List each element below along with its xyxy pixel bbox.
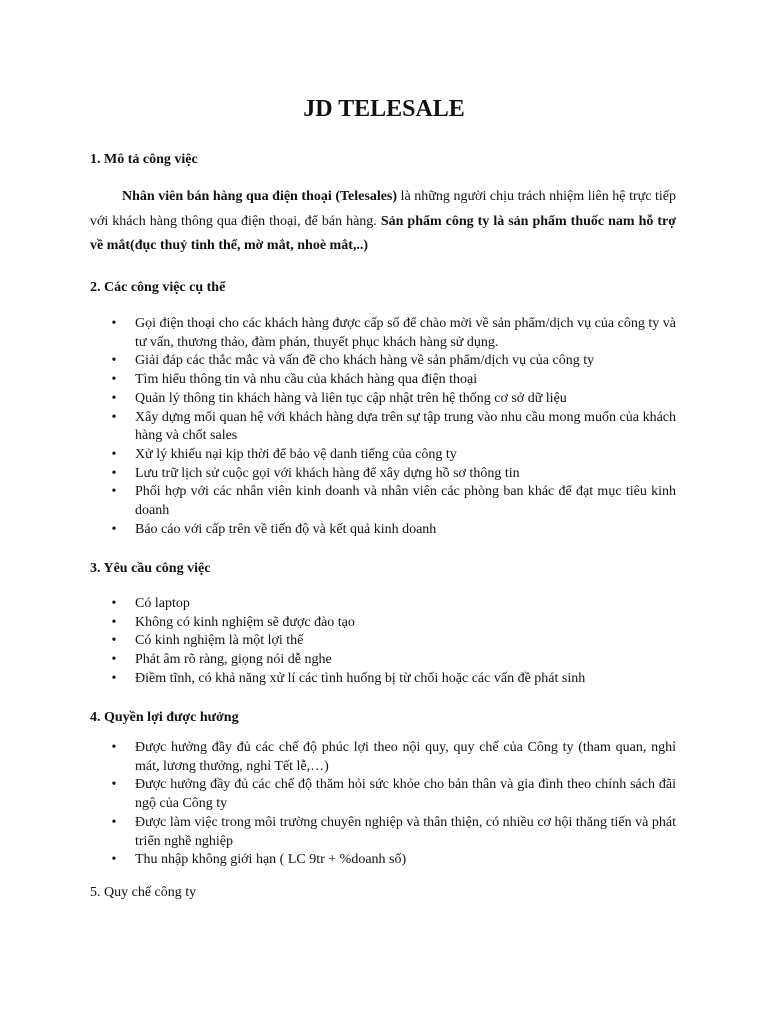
section-heading-description: 1. Mô tả công việc <box>90 152 198 167</box>
bullet-icon: • <box>111 777 117 793</box>
list-item: • Báo cáo với cấp trên về tiến độ và kết quả kinh doanh <box>90 521 676 540</box>
list-item: • Gọi điện thoại cho các khách hàng được cấp số để chào mời về sản phẩm/dịch vụ của công ty và tư vấn, thương thảo, đàm phán, thuyết phục khách hàng sử dụng. <box>90 315 676 352</box>
bullet-icon: • <box>111 465 117 481</box>
bullet-icon: • <box>111 670 117 686</box>
job-description-paragraph <box>90 185 676 259</box>
bullet-icon: • <box>111 740 117 755</box>
list-item: • Thu nhập không giới hạn ( LC 9tr + %doanh số) <box>90 851 676 870</box>
list-item: • Phối hợp với các nhân viên kinh doanh và nhân viên các phòng ban khác để đạt mục tiêu kinh doanh <box>90 483 676 520</box>
bullet-icon: • <box>111 652 117 668</box>
tasks-list <box>90 315 676 539</box>
bullet-icon: • <box>111 596 117 611</box>
list-item: • Có kinh nghiệm là một lợi thế <box>90 632 676 651</box>
list-item: • Có laptop <box>90 595 676 614</box>
bullet-icon: • <box>111 614 117 630</box>
list-item: • Tìm hiểu thông tin và nhu cầu của khách hàng qua điện thoại <box>90 371 676 390</box>
bullet-icon: • <box>111 484 117 500</box>
document-title: JD TELESALE <box>303 96 465 122</box>
bullet-icon: • <box>111 852 117 868</box>
requirements-list <box>90 595 676 689</box>
bullet-icon: • <box>111 409 117 425</box>
list-item: • Không có kinh nghiệm sẽ được đào tạo <box>90 614 676 633</box>
bullet-icon: • <box>111 316 117 331</box>
bullet-icon: • <box>111 446 117 462</box>
list-item: • Giải đáp các thắc mắc và vấn đề cho khách hàng về sản phẩm/dịch vụ của công ty <box>90 352 676 371</box>
list-item: • Lưu trữ lịch sử cuộc gọi với khách hàng để xây dựng hồ sơ thông tin <box>90 465 676 484</box>
list-item: • Được hưởng đầy đủ các chế độ thăm hỏi sức khỏe cho bản thân và gia đình theo chính sách đãi ngộ của Công ty <box>90 776 676 813</box>
list-item: • Điềm tĩnh, có khả năng xử lí các tình huống bị từ chối hoặc các vấn đề phát sinh <box>90 670 676 689</box>
list-item: • Được làm việc trong môi trường chuyên nghiệp và thân thiện, có nhiều cơ hội thăng tiến và phát triển nghề nghiệp <box>90 814 676 851</box>
bullet-icon: • <box>111 814 117 830</box>
bullet-icon: • <box>111 390 117 406</box>
list-item: • Phát âm rõ ràng, giọng nói dễ nghe <box>90 651 676 670</box>
list-item: • Xử lý khiếu nại kịp thời để bảo vệ danh tiếng của công ty <box>90 446 676 465</box>
bullet-icon: • <box>111 372 117 388</box>
description-bold-product: Sản phẩm công ty là sản phẩm thuốc nam hỗ trợ về mắt(đục thuỷ tinh thể, mờ mắt, nhoè mắt,..) <box>90 213 677 253</box>
section-heading-benefits: 4. Quyền lợi được hưởng <box>90 710 239 725</box>
section-heading-tasks: 2. Các công việc cụ thể <box>90 280 226 295</box>
benefits-list <box>90 739 676 870</box>
list-item: • Được hưởng đầy đủ các chế độ phúc lợi theo nội quy, quy chế của Công ty (tham quan, nghỉ mát, lương thưởng, nghỉ Tết lễ,…) <box>90 739 676 776</box>
description-bold-intro: Nhân viên bán hàng qua điện thoại (Telesales) <box>122 189 398 204</box>
list-item: • Quản lý thông tin khách hàng và liên tục cập nhật trên hệ thống cơ sở dữ liệu <box>90 390 676 409</box>
description-text: là những người chịu trách nhiệm liên hệ trực tiếp với khách hàng thông qua điện thoại, để bán hàng. <box>90 189 676 229</box>
section-heading-company-rules: 5. Quy chế công ty <box>90 885 197 900</box>
bullet-icon: • <box>111 353 117 369</box>
section-heading-requirements: 3. Yêu cầu công việc <box>90 561 211 576</box>
bullet-icon: • <box>111 521 117 537</box>
bullet-icon: • <box>111 633 117 649</box>
list-item: • Xây dựng mối quan hệ với khách hàng dựa trên sự tập trung vào nhu cầu mong muốn của khách hàng và chốt sales <box>90 409 676 446</box>
